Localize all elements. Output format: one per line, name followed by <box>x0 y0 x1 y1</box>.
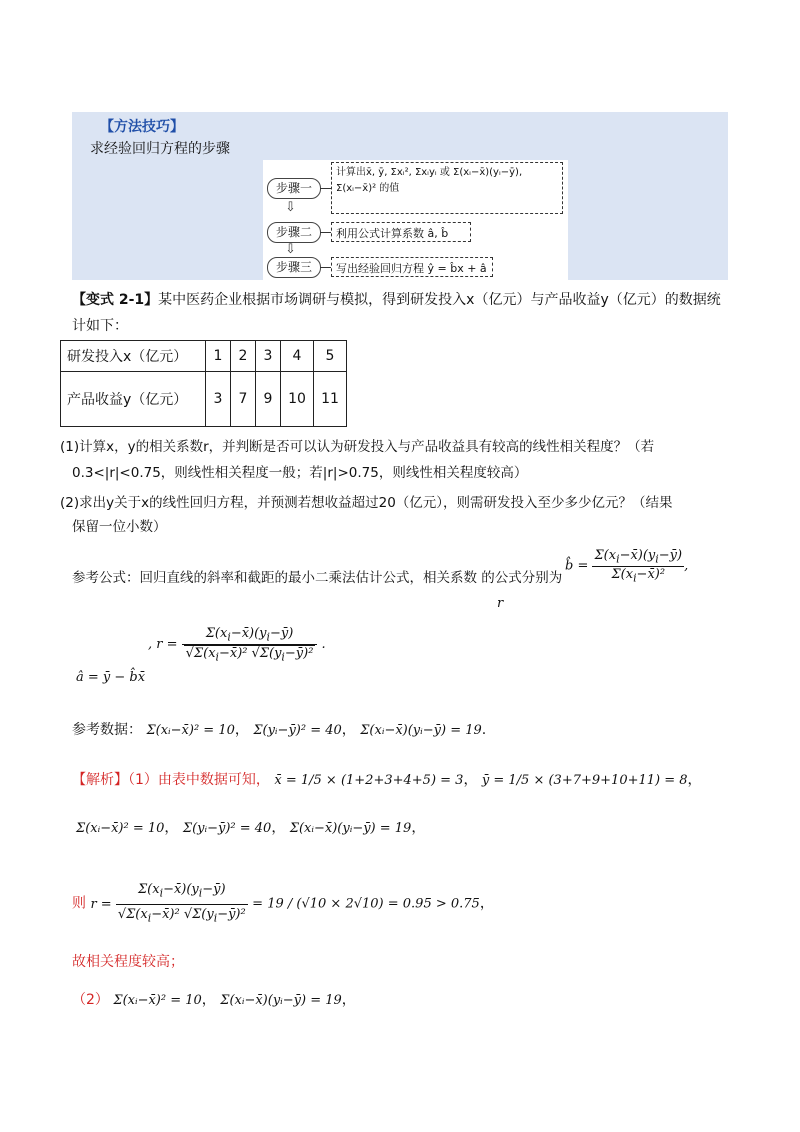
table-cell: 5 <box>314 341 347 372</box>
table-cell: 4 <box>281 341 314 372</box>
table-cell: 3 <box>256 341 281 372</box>
sum-value: Σ(xᵢ−x̄)(yᵢ−ȳ) = 19 <box>220 993 342 1008</box>
x-bar-calculation: x̄ = 1/5 × (1+2+3+4+5) = 3 <box>274 773 464 788</box>
table-cell: 7 <box>231 372 256 427</box>
then-label: 则 <box>72 895 86 912</box>
sum-value: Σ(yᵢ−ȳ)² = 40 <box>182 821 272 836</box>
table-row <box>61 372 347 427</box>
ref-data-value: Σ(xᵢ−x̄)² = 10 <box>146 723 235 738</box>
solution-conclusion: 故相关程度较高； <box>72 954 184 970</box>
problem-tag: 【变式 2-1】 <box>72 292 159 308</box>
solution-tag: 【解析】 <box>72 772 128 788</box>
down-arrow-icon: ⇩ <box>285 242 296 257</box>
sum-value: Σ(xᵢ−x̄)(yᵢ−ȳ) = 19 <box>289 821 412 836</box>
step-3-text: 写出经验回归方程 ŷ = b̂x + â <box>331 257 493 277</box>
r-calculation: 则 r = $\frac{\Sigma(x_i-x̄)(y_i-ȳ)}{√\Sigma(x_i-x̄)^2 √\Sigma(y_i-ȳ)^2}$ = 19 / (√10 × 2√10) = 0.95 > 0.75， <box>72 882 494 925</box>
ref-data-value: Σ(yᵢ−ȳ)² = 40 <box>253 723 342 738</box>
problem-intro <box>72 290 721 310</box>
ref-r-symbol: r <box>497 596 504 611</box>
r-result: = 19 / (√10 × 2√10) = 0.95 > 0.75 <box>252 896 480 912</box>
table-cell: 10 <box>281 372 314 427</box>
question-1-line-2: 0.3<|r|<0.75，则线性相关程度一般；若|r|>0.75，则线性相关程度较高） <box>72 465 528 481</box>
ref-data-value: Σ(xᵢ−x̄)(yᵢ−ȳ) = 19 <box>360 723 482 738</box>
b-hat-formula: b̂ = $\frac{\Sigma(x_i-x̄)(y_i-ȳ)}{\Sigma(x_i-x̄)^2}$ , <box>565 548 689 585</box>
question-2-line-2: 保留一位小数） <box>72 519 167 535</box>
table-cell: 3 <box>206 372 231 427</box>
step-2-text: 利用公式计算系数 â, b̂ <box>331 222 471 242</box>
table-header-y: 产品收益y（亿元） <box>61 372 206 427</box>
table-header-x: 研发投入x（亿元） <box>61 341 206 372</box>
table-cell: 9 <box>256 372 281 427</box>
r-formula: , r = $\frac{\Sigma(x_i-x̄)(y_i-ȳ)}{√\Sigma(x_i-x̄)^2 √\Sigma(y_i-ȳ)^2}$ . <box>148 626 326 664</box>
problem-intro-2: 计如下： <box>72 318 128 334</box>
table-cell: 11 <box>314 372 347 427</box>
solution-part-2: （2） Σ(xᵢ−x̄)² = 10， Σ(xᵢ−x̄)(yᵢ−ȳ) = 19， <box>72 992 356 1008</box>
sum-value: Σ(xᵢ−x̄)² = 10 <box>113 993 202 1008</box>
reference-formula-text: 参考公式：回归直线的斜率和截距的最小二乘法估计公式，相关系数 的公式分别为 <box>72 570 563 586</box>
method-box-subtitle: 求经验回归方程的步骤 <box>90 141 230 157</box>
reference-data-label: 参考数据： <box>72 722 142 738</box>
step-3-label: 步骤三 <box>267 257 321 278</box>
step-1-text: 计算出x̄, ȳ, Σxᵢ², Σxᵢyᵢ 或 Σ(xᵢ−x̄)(yᵢ−ȳ), Σ(xᵢ−x̄)² 的值 <box>331 162 563 214</box>
method-box-title: 【方法技巧】 <box>100 119 184 135</box>
step-2-label: 步骤二 <box>267 222 321 243</box>
table-cell: 2 <box>231 341 256 372</box>
table-cell: 1 <box>206 341 231 372</box>
solution-part-1-text: （1）由表中数据可知， <box>128 772 270 788</box>
question-2-line-1: (2)求出y关于x的线性回归方程，并预测若想收益超过20（亿元），则需研发投入至少多少亿元？（结果 <box>60 495 673 511</box>
reference-data: 参考数据： Σ(xᵢ−x̄)² = 10， Σ(yᵢ−ȳ)² = 40， Σ(xᵢ−x̄)(yᵢ−ȳ) = 19. <box>72 722 487 738</box>
question-1-line-1: (1)计算x，y的相关系数r，并判断是否可以认为研发投入与产品收益具有较高的线性相关程度？（若 <box>60 439 655 455</box>
steps-flowchart <box>263 160 568 280</box>
sum-value: Σ(xᵢ−x̄)² = 10 <box>76 821 165 836</box>
problem-intro-text: 某中医药企业根据市场调研与模拟，得到研发投入x（亿元）与产品收益y（亿元）的数据统 <box>158 292 721 308</box>
table-row <box>61 341 347 372</box>
solution-sums: Σ(xᵢ−x̄)² = 10， Σ(yᵢ−ȳ)² = 40， Σ(xᵢ−x̄)(yᵢ−ȳ) = 19， <box>76 820 426 836</box>
data-table <box>60 340 347 427</box>
step-1-label: 步骤一 <box>267 178 321 199</box>
down-arrow-icon: ⇩ <box>285 200 296 215</box>
part-2-label: （2） <box>72 992 109 1008</box>
r-fraction: r = $\frac{\Sigma(x_i-x̄)(y_i-ȳ)}{√\Sigma(x_i-x̄)^2 √\Sigma(y_i-ȳ)^2}$ <box>90 882 246 925</box>
a-hat-formula: â = ȳ − b̂x̄ <box>76 670 146 685</box>
solution-part-1-intro: 【解析】（1）由表中数据可知， x̄ = 1/5 × (1+2+3+4+5) = 3， ȳ = 1/5 × (3+7+9+10+11) = 8， <box>72 772 702 788</box>
y-bar-calculation: ȳ = 1/5 × (3+7+9+10+11) = 8 <box>481 773 688 788</box>
